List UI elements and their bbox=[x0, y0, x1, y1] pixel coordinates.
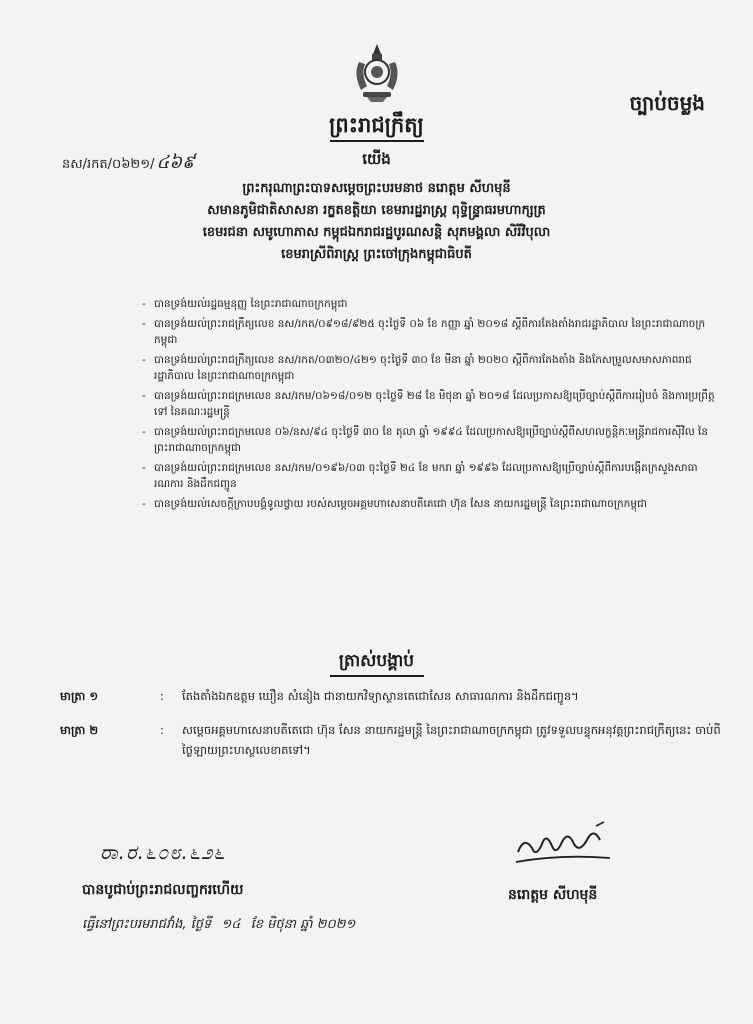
preamble-item: - បានទ្រង់យល់ព្រះរាជក្រឹត្យលេខ នស/រកត/០៩១៨/៩២៥ ចុះថ្ងៃទី ០៦ ខែ កញ្ញា ឆ្នាំ ២០១៨ ស្តីពីការតែងតាំងរាជរដ្ឋាភិបាល នៃព្រះរាជាណាចក្រកម្ពុជា bbox=[142, 316, 722, 348]
article-text: តែងតាំងឯកឧត្តម ឃឿន សំនៀង ជានាយកវិទ្យាស្ថានតេជោសែន សាធារណការ និងដឹកជញ្ជូន។ bbox=[182, 689, 579, 703]
preamble-item: - បានទ្រង់យល់ព្រះរាជក្រឹត្យលេខ នស/រកត/០៣២០/៤២១ ចុះថ្ងៃទី ៣០ ខែ មីនា ឆ្នាំ ២០២០ ស្តីពីការតែងតាំង និងកែសម្រួលសមាសភាពរាជរដ្ឋាភិបាល នៃព្រះរាជាណាចក្រកម្ពុជា bbox=[142, 352, 722, 384]
preamble-item: - បានទ្រង់យល់សេចក្តីក្រាបបង្គំទូលថ្វាយ របស់សម្តេចអគ្គមហាសេនាបតីតេជោ ហ៊ុន សែន នាយករដ្ឋមន្ត្រី នៃព្រះរាជាណាចក្រកម្ពុជា bbox=[142, 496, 722, 512]
reference-prefix: នស/រកត/០៦២១/ bbox=[62, 157, 155, 172]
royal-emblem-icon bbox=[345, 40, 409, 104]
title-underline bbox=[330, 140, 424, 142]
month-year: ខែ មិថុនា ឆ្នាំ ២០២១ bbox=[250, 917, 356, 932]
place-date bbox=[82, 916, 361, 935]
article-text: សម្តេចអគ្គមហាសេនាបតីតេជោ ហ៊ុន សែន នាយករដ្ឋមន្ត្រី នៃព្រះរាជាណាចក្រកម្ពុជា ត្រូវទទួលបន្ទុកអនុវត្តព្រះរាជក្រឹត្យនេះ ចាប់ពីថ្ងៃឡាយព្រះហស្ថលេខាតទៅ។ bbox=[182, 723, 721, 757]
preamble-list bbox=[142, 296, 722, 516]
day-value: ១៤ bbox=[221, 917, 241, 932]
preamble-text: បានទ្រង់យល់ព្រះរាជក្រមលេខ នស/រកម/០១៩៦/០៣ ចុះថ្ងៃទី ២៤ ខែ មករា ឆ្នាំ ១៩៩៦ ដែលប្រកាសឱ្យប្រើច្បាប់ស្តីពីការបង្កើតក្រសួងសាធារណការ និងដឹកជញ្ជូន bbox=[154, 462, 698, 490]
preamble-text: បានទ្រង់យល់រដ្ឋធម្មនុញ្ញ នៃព្រះរាជាណាចក្រកម្ពុជា bbox=[154, 298, 348, 310]
article-colon: : bbox=[160, 723, 164, 737]
preamble-text: បានទ្រង់យល់ព្រះរាជក្រឹត្យលេខ នស/រកត/០៩១៨/៩២៥ ចុះថ្ងៃទី ០៦ ខែ កញ្ញា ឆ្នាំ ២០១៨ ស្តីពីការតែងតាំងរាជរដ្ឋាភិបាល នៃព្រះរាជាណាចក្រកម្ពុជា bbox=[154, 318, 706, 346]
decide-heading: ត្រាស់បង្គាប់ bbox=[338, 651, 415, 671]
royal-signature-icon bbox=[510, 818, 620, 872]
preamble-text: បានទ្រង់យល់ព្រះរាជក្រមលេខ នស/រកម/០៦១៨/០១២ ចុះថ្ងៃទី ២៨ ខែ មិថុនា ឆ្នាំ ២០១៨ ដែលប្រកាសឱ្យប្រើច្បាប់ស្តីពីការរៀបចំ និងការប្រព្រឹត្តទៅ នៃគណៈរដ្ឋមន្ត្រី bbox=[154, 390, 715, 418]
signer-name: នរោត្តម សីហមុនី bbox=[508, 887, 598, 903]
preamble-item: - បានទ្រង់យល់ព្រះរាជក្រមលេខ នស/រកម/០៦១៨/០១២ ចុះថ្ងៃទី ២៨ ខែ មិថុនា ឆ្នាំ ២០១៨ ដែលប្រកាសឱ្យប្រើច្បាប់ស្តីពីការរៀបចំ និងការប្រព្រឹត្តទៅ នៃគណៈរដ្ឋមន្ត្រី bbox=[142, 388, 722, 420]
place-text: ធ្វើនៅព្រះបរមរាជវាំង, ថ្ងៃទី bbox=[82, 917, 212, 932]
preamble-item: - បានទ្រង់យល់រដ្ឋធម្មនុញ្ញ នៃព្រះរាជាណាចក្រកម្ពុជា bbox=[142, 296, 722, 312]
preamble-item: - បានទ្រង់យល់ព្រះរាជក្រមលេខ ០៦/នស/៩៤ ចុះថ្ងៃទី ៣០ ខែ តុលា ឆ្នាំ ១៩៩៤ ដែលប្រកាសឱ្យប្រើច្បាប់ស្តីពីសហលក្ខន្តិកៈមន្ត្រីរាជការស៊ីវិល នៃព្រះរាជាណាចក្រកម្ពុជា bbox=[142, 424, 722, 456]
king-title-line: ខេមរាស្រីពិរាស្ត្រ ព្រះចៅក្រុងកម្ពុជាធិបតី bbox=[281, 247, 472, 262]
page-title: ព្រះរាជក្រឹត្យ bbox=[329, 113, 424, 137]
preamble-text: បានទ្រង់យល់ព្រះរាជក្រមលេខ ០៦/នស/៩៤ ចុះថ្ងៃទី ៣០ ខែ តុលា ឆ្នាំ ១៩៩៤ ដែលប្រកាសឱ្យប្រើច្បាប់ស្តីពីសហលក្ខន្តិកៈមន្ត្រីរាជការស៊ីវិល នៃព្រះរាជាណាចក្រកម្ពុជា bbox=[154, 426, 709, 454]
article-1 bbox=[60, 686, 730, 706]
preamble-text: បានទ្រង់យល់សេចក្តីក្រាបបង្គំទូលថ្វាយ របស់សម្តេចអគ្គមហាសេនាបតីតេជោ ហ៊ុន សែន នាយករដ្ឋមន្ត្រី នៃព្រះរាជាណាចក្រកម្ពុជា bbox=[154, 498, 647, 510]
article-label: មាត្រា ២ bbox=[60, 723, 99, 737]
preamble-text: បានទ្រង់យល់ព្រះរាជក្រឹត្យលេខ នស/រកត/០៣២០/៤២១ ចុះថ្ងៃទី ៣០ ខែ មីនា ឆ្នាំ ២០២០ ស្តីពីការតែងតាំង និងកែសម្រួលសមាសភាពរាជរដ្ឋាភិបាល នៃព្រះរាជាណាចក្រកម្ពុជា bbox=[154, 354, 692, 382]
article-2 bbox=[60, 720, 730, 760]
article-label: មាត្រា ១ bbox=[60, 689, 99, 703]
king-title-line: សមានភូមិជាតិសាសនា រក្ខតខត្តិយា ខេមរារដ្ឋរាស្ត្រ ពុទ្ធិន្ទ្រាធរមហាក្សត្រ bbox=[207, 203, 546, 218]
reference-handwritten: ៤៦៩ bbox=[156, 152, 195, 173]
copy-label: ច្បាប់ចម្លង bbox=[629, 91, 705, 115]
king-title-line: ព្រះករុណាព្រះបាទសម្តេចព្រះបរមនាថ នរោត្តម សីហមុនី bbox=[242, 181, 511, 196]
we-heading: យើង bbox=[362, 150, 391, 168]
countersign-note: បានបូជាប់ព្រះរាជលញ្ចករហើយ bbox=[82, 882, 244, 898]
handwritten-registry-number: ರಾ.ರ.೬೦೮.೬೨೬ bbox=[100, 840, 226, 864]
king-titles bbox=[0, 178, 753, 266]
decide-underline bbox=[330, 675, 424, 677]
article-colon: : bbox=[160, 689, 164, 703]
preamble-item: - បានទ្រង់យល់ព្រះរាជក្រមលេខ នស/រកម/០១៩៦/០៣ ចុះថ្ងៃទី ២៤ ខែ មករា ឆ្នាំ ១៩៩៦ ដែលប្រកាសឱ្យប្រើច្បាប់ស្តីពីការបង្កើតក្រសួងសាធារណការ និងដឹកជញ្ជូន bbox=[142, 460, 722, 492]
king-title-line: ខេមរជនា សមូហោភាស កម្ពុជឯករាជរដ្ឋបូរណសន្តិ សុភមង្គលា សិរីវិបុលា bbox=[202, 225, 551, 240]
